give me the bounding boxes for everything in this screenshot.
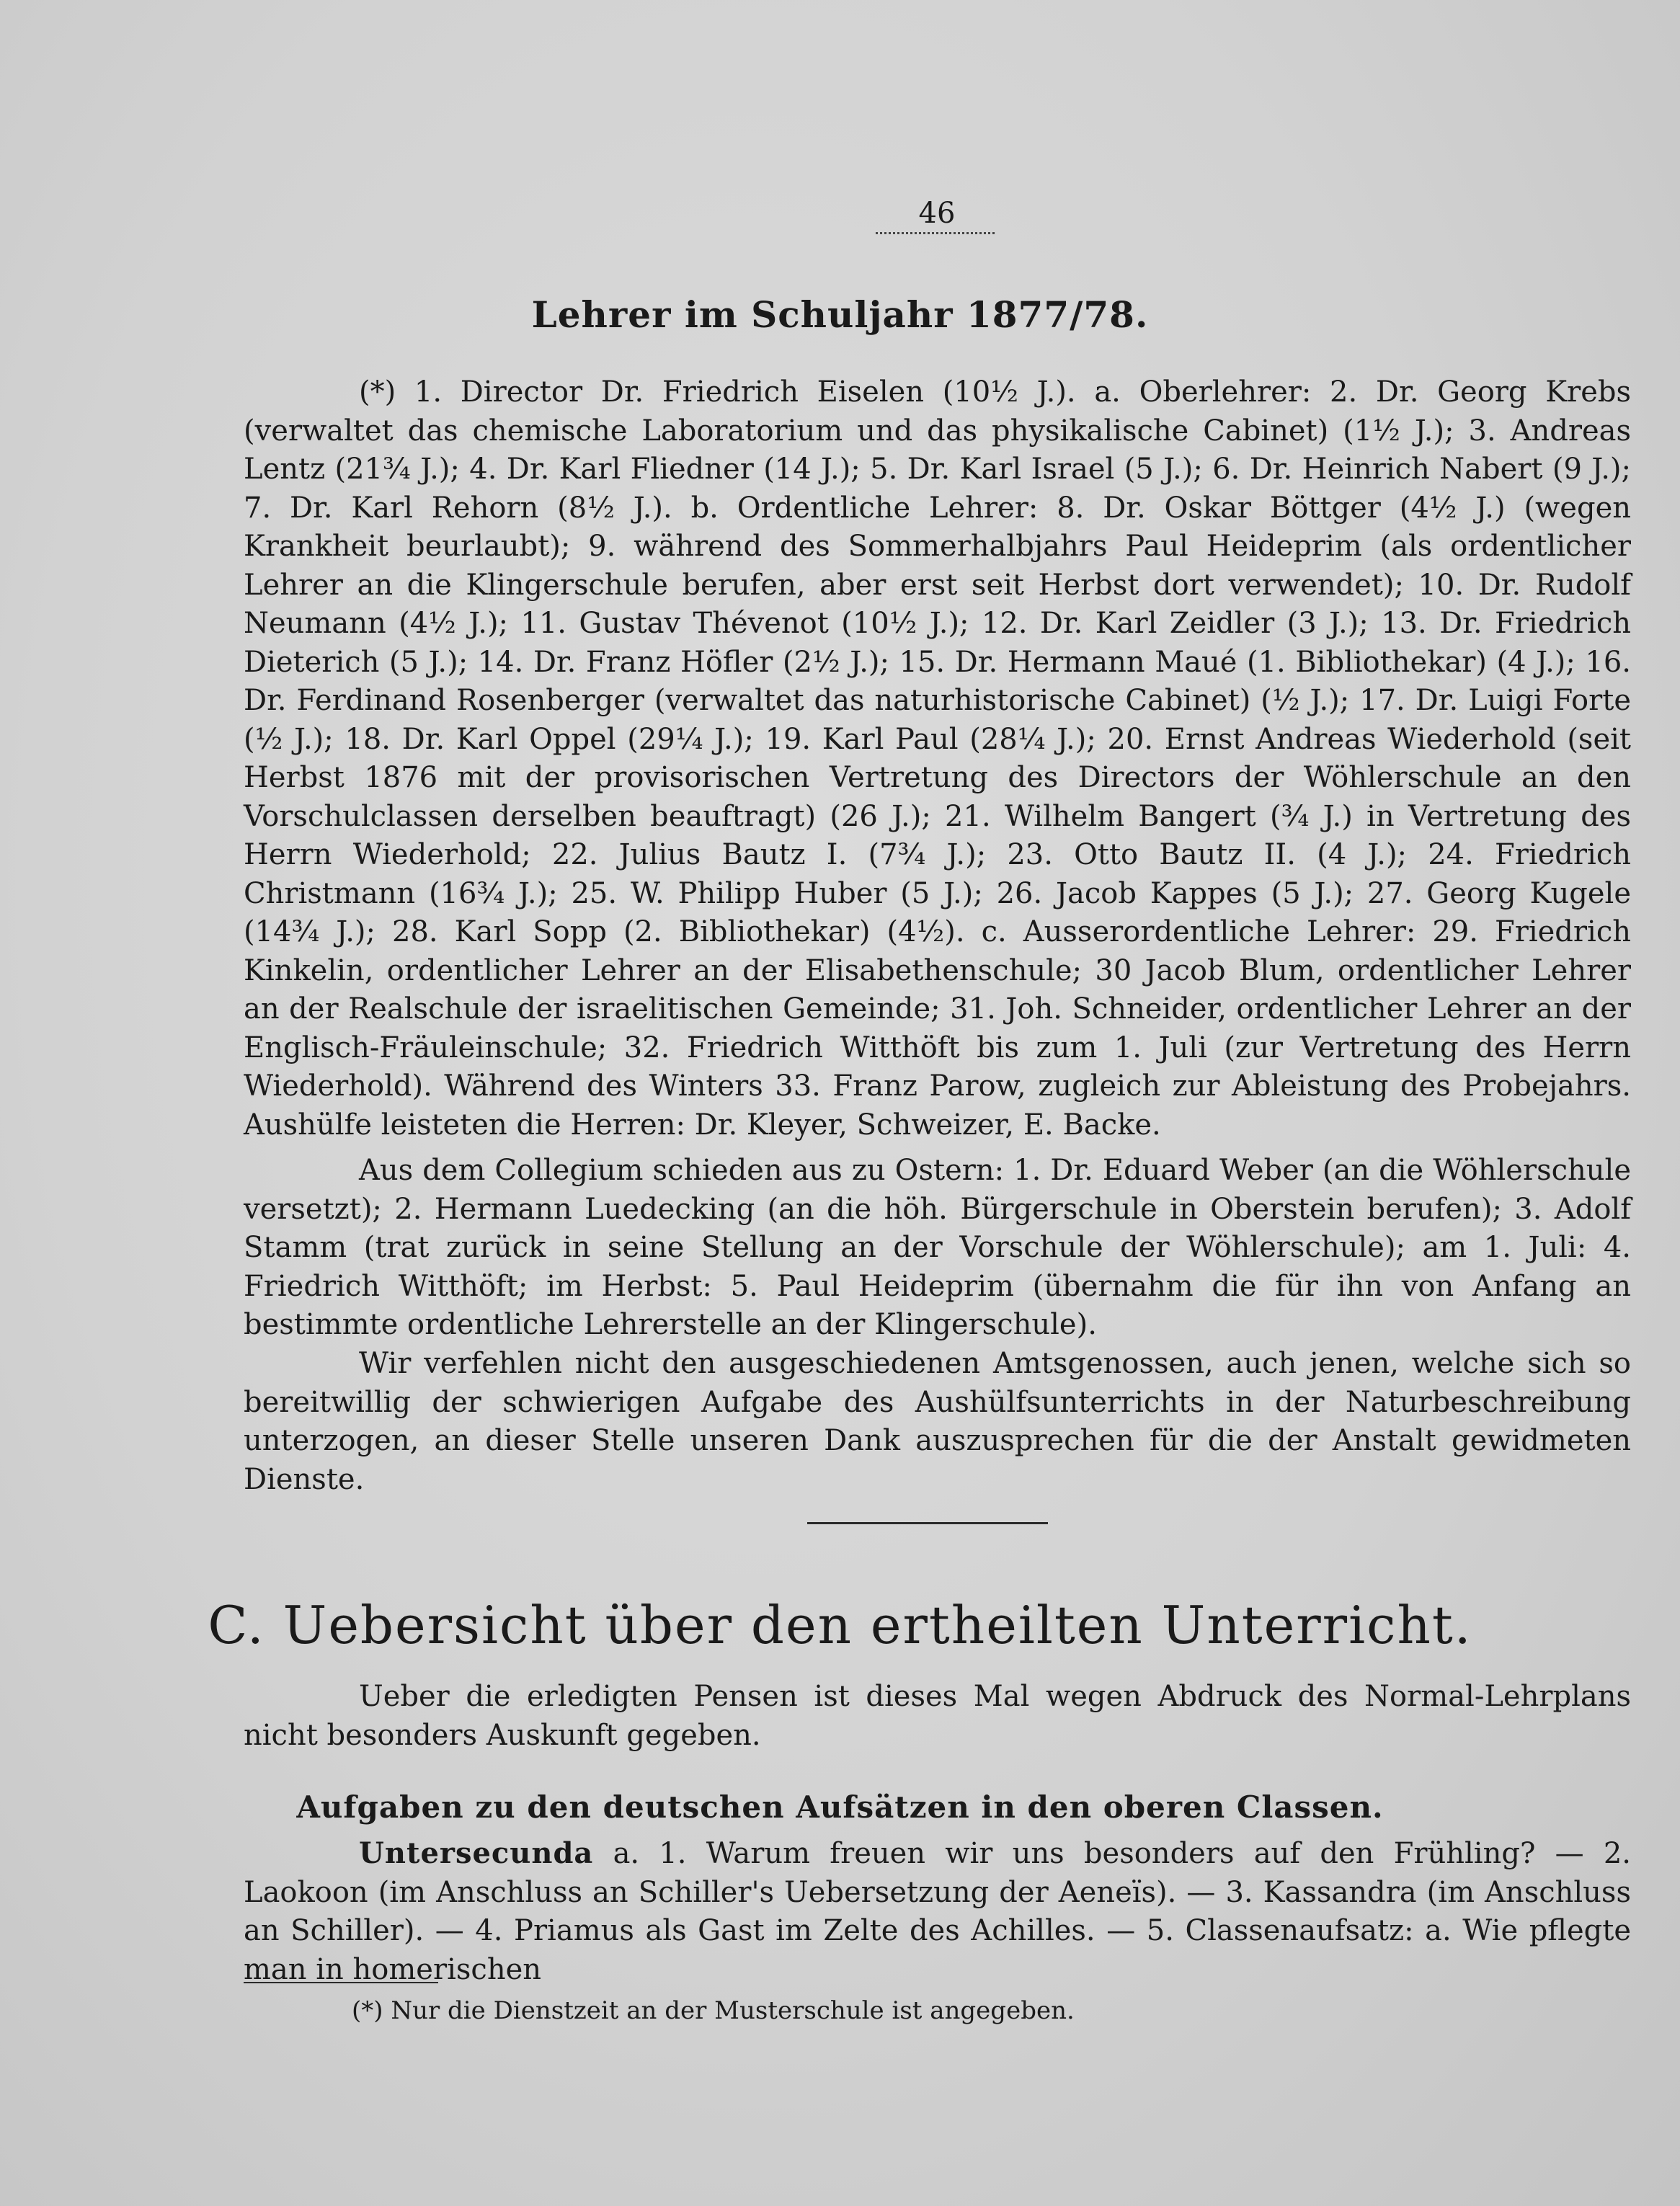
- departures-block: [244, 1152, 1631, 1345]
- section-c-heading: C. Uebersicht über den ertheilten Unterricht.: [208, 1595, 1472, 1655]
- section-divider: [807, 1522, 1048, 1524]
- untersecunda-block: [244, 1834, 1631, 1989]
- page-number-ornament: [876, 232, 995, 237]
- thanks-block: [244, 1345, 1631, 1499]
- teachers-heading: Lehrer im Schuljahr 1877/78.: [531, 293, 1149, 336]
- page-number: 46: [918, 197, 956, 230]
- untersecunda-paragraph: [244, 1834, 1631, 1989]
- footnote-rule: [244, 1982, 438, 1983]
- section-c-intro-block: [244, 1678, 1631, 1755]
- footnote: (*) Nur die Dienstzeit an der Musterschule ist angegeben.: [352, 1996, 1075, 2025]
- departures-paragraph: Aus dem Collegium schieden aus zu Ostern: 1. Dr. Eduard Weber (an die Wöhlerschule versetzt); 2. Hermann Luedecking (an die höh. Bürgerschule in Oberstein berufen); 3. Adolf Stamm (trat zurück in seine Stellung an der Vorschule der Wöhlerschule); am 1. Juli: 4. Friedrich Witthöft; im Herbst: 5. Paul Heideprim (übernahm die für ihn von Anfang an bestimmte ordentliche Lehrerstelle an der Klingerschule).: [244, 1154, 1631, 1341]
- untersecunda-label: Untersecunda: [359, 1836, 594, 1870]
- untersecunda-text: a. 1. Warum freuen wir uns besonders auf den Frühling? — 2. Laokoon (im Anschluss an Schiller's Uebersetzung der Aeneïs). — 3. Kassandra (im Anschluss an Schiller). — 4. Priamus als Gast im Zelte des Achilles. — 5. Classenaufsatz: a. Wie pflegte man in homerischen: [244, 1837, 1632, 1986]
- thanks-paragraph: Wir verfehlen nicht den ausgeschiedenen Amtsgenossen, auch jenen, welche sich so bereitwillig der schwierigen Aufgabe des Aushülfsunterrichts in der Naturbeschreibung unterzogen, an dieser Stelle unseren Dank auszusprechen für die der Anstalt gewidmeten Dienste.: [244, 1347, 1631, 1496]
- teachers-list-block: [244, 373, 1631, 1144]
- teachers-list-paragraph: (*) 1. Director Dr. Friedrich Eiselen (10½ J.). a. Oberlehrer: 2. Dr. Georg Krebs (verwaltet das chemische Laboratorium und das physikalische Cabinet) (1½ J.); 3. Andreas Lentz (21¾ J.); 4. Dr. Karl Fliedner (14 J.); 5. Dr. Karl Israel (5 J.); 6. Dr. Heinrich Nabert (9 J.); 7. Dr. Karl Rehorn (8½ J.). b. Ordentliche Lehrer: 8. Dr. Oskar Böttger (4½ J.) (wegen Krankheit beurlaubt); 9. während des Sommerhalbjahrs Paul Heideprim (als ordentlicher Lehrer an die Klingerschule berufen, aber erst seit Herbst dort verwendet); 10. Dr. Rudolf Neumann (4½ J.); 11. Gustav Thévenot (10½ J.); 12. Dr. Karl Zeidler (3 J.); 13. Dr. Friedrich Dieterich (5 J.); 14. Dr. Franz Höfler (2½ J.); 15. Dr. Hermann Maué (1. Bibliothekar) (4 J.); 16. Dr. Ferdinand Rosenberger (verwaltet das naturhistorische Cabinet) (½ J.); 17. Dr. Luigi Forte (½ J.); 18. Dr. Karl Oppel (29¼ J.); 19. Karl Paul (28¼ J.); 20. Ernst Andreas Wiederhold (seit Herbst 1876 mit der provisorischen Vertretung des Directors der Wöhlerschule an den Vorschulclassen derselben beauftragt) (26 J.); 21. Wilhelm Bangert (¾ J.) in Vertretung des Herrn Wiederhold; 22. Julius Bautz I. (7¾ J.); 23. Otto Bautz II. (4 J.); 24. Friedrich Christmann (16¾ J.); 25. W. Philipp Huber (5 J.); 26. Jacob Kappes (5 J.); 27. Georg Kugele (14¾ J.); 28. Karl Sopp (2. Bibliothekar) (4½). c. Ausserordentliche Lehrer: 29. Friedrich Kinkelin, ordentlicher Lehrer an der Elisabethenschule; 30 Jacob Blum, ordentlicher Lehrer an der Realschule der israelitischen Gemeinde; 31. Joh. Schneider, ordentlicher Lehrer an der Englisch-Fräuleinschule; 32. Friedrich Witthöft bis zum 1. Juli (zur Vertretung des Herrn Wiederhold). Während des Winters 33. Franz Parow, zugleich zur Ableistung des Probejahrs. Aushülfe leisteten die Herren: Dr. Kleyer, Schweizer, E. Backe.: [244, 375, 1631, 1142]
- section-c-intro: Ueber die erledigten Pensen ist dieses Mal wegen Abdruck des Normal-Lehrplans nicht besonders Auskunft gegeben.: [244, 1680, 1631, 1752]
- essay-tasks-heading: Aufgaben zu den deutschen Aufsätzen in den oberen Classen.: [296, 1789, 1384, 1825]
